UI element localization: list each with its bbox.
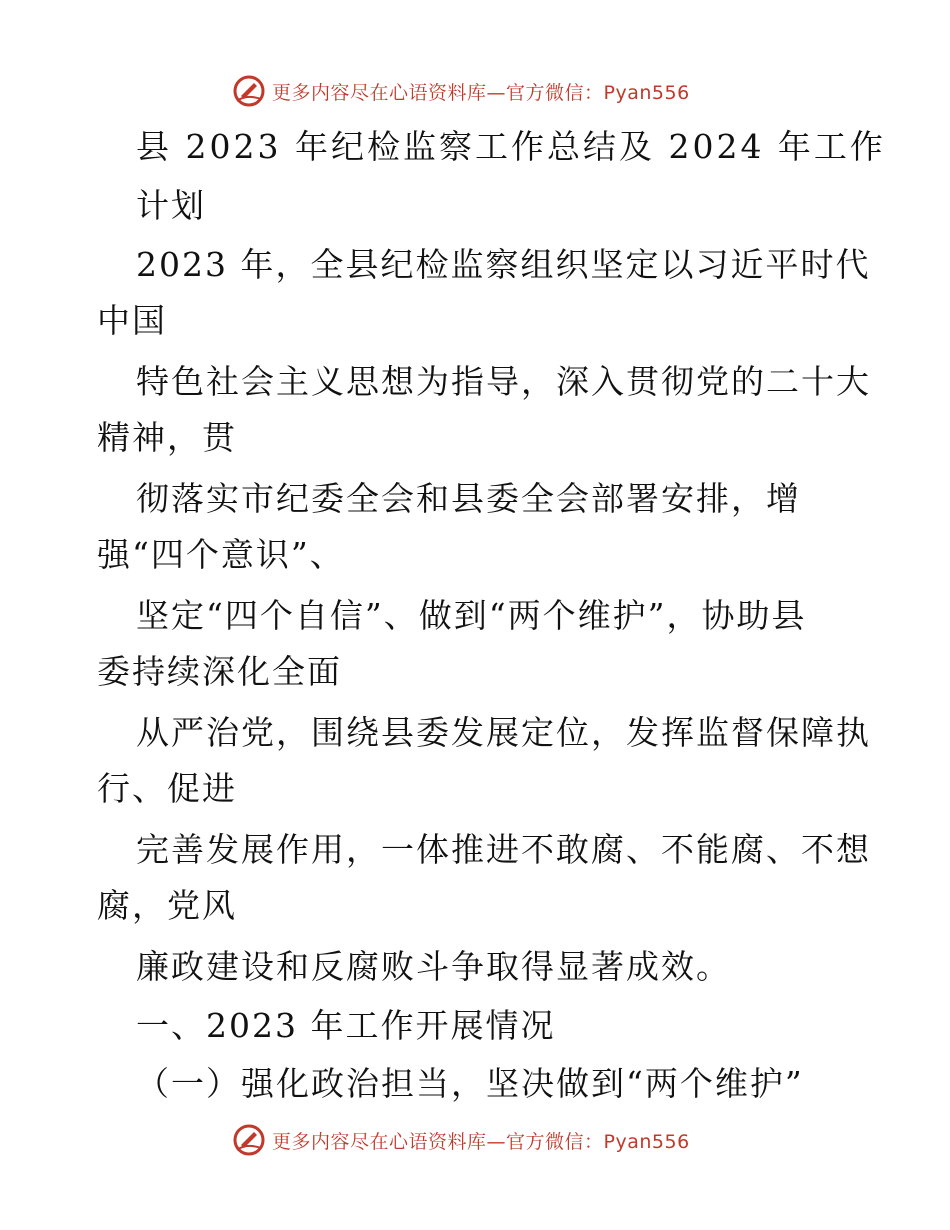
doc-line: 彻落实市纪委全会和县委全会部署安排，增 xyxy=(136,479,801,518)
doc-line: 委持续深化全面 xyxy=(97,652,342,691)
subsection-heading: （一）强化政治担当，坚决做到“两个维护” xyxy=(136,1064,804,1103)
doc-line: 坚定“四个自信”、做到“两个维护”，协助县 xyxy=(136,596,807,635)
doc-line: 从严治党，围绕县委发展定位，发挥监督保障执 xyxy=(136,713,871,752)
watermark-text: 更多内容尽在心语资料库—官方微信：Pyan556 xyxy=(272,81,690,104)
doc-title-line-2: 计划 xyxy=(136,186,206,225)
watermark-text: 更多内容尽在心语资料库—官方微信：Pyan556 xyxy=(272,1130,690,1153)
doc-line: 2023 年，全县纪检监察组织坚定以习近平时代 xyxy=(136,245,871,284)
pen-swoosh-logo-icon xyxy=(232,1123,266,1157)
doc-line: 精神，贯 xyxy=(97,418,237,457)
doc-line: 腐，党风 xyxy=(97,886,237,925)
doc-line: 廉政建设和反腐败斗争取得显著成效。 xyxy=(136,947,731,986)
doc-line: 强“四个意识”、 xyxy=(97,535,345,574)
header-watermark xyxy=(232,73,690,109)
doc-line: 特色社会主义思想为指导，深入贯彻党的二十大 xyxy=(136,362,871,401)
doc-line: 行、促进 xyxy=(97,769,237,808)
doc-line: 完善发展作用，一体推进不敢腐、不能腐、不想 xyxy=(136,830,871,869)
doc-title-line-1: 县 2023 年纪检监察工作总结及 2024 年工作 xyxy=(136,127,886,166)
section-heading: 一、2023 年工作开展情况 xyxy=(136,1006,556,1045)
footer-watermark xyxy=(232,1122,690,1158)
pen-swoosh-logo-icon xyxy=(232,74,266,108)
doc-line: 中国 xyxy=(97,301,167,340)
